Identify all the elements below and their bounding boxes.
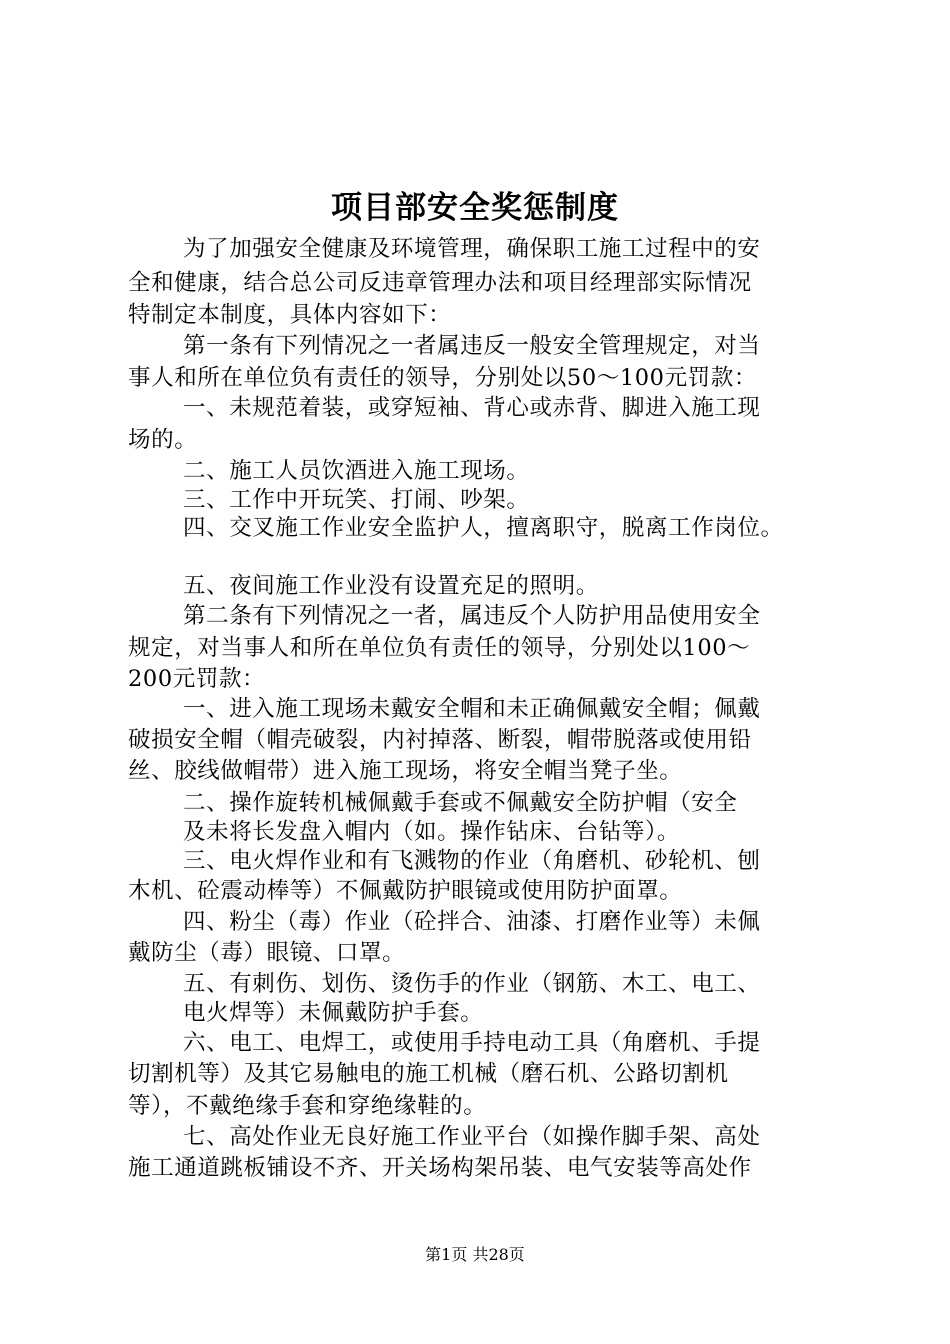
body-line: 电火焊等）未佩戴防护手套。 xyxy=(183,1000,484,1026)
body-line: 第一条有下列情况之一者属违反一般安全管理规定，对当 xyxy=(183,333,761,359)
body-line: 特制定本制度，具体内容如下： xyxy=(128,302,452,328)
body-line: 为了加强安全健康及环境管理，确保职工施工过程中的安 xyxy=(183,236,761,262)
body-line: 五、夜间施工作业没有设置充足的照明。 xyxy=(183,573,599,599)
body-line: 三、工作中开玩笑、打闹、吵架。 xyxy=(183,487,530,513)
page-number: 第1页 共28页 xyxy=(425,1245,525,1264)
body-line: 施工通道跳板铺设不齐、开关场构架吊装、电气安装等高处作 xyxy=(128,1155,752,1181)
body-line: 三、电火焊作业和有飞溅物的作业（角磨机、砂轮机、刨 xyxy=(183,848,761,874)
body-line: 一、未规范着装，或穿短袖、背心或赤背、脚进入施工现 xyxy=(183,395,761,421)
body-line: 200元罚款： xyxy=(128,666,266,692)
body-line: 全和健康，结合总公司反违章管理办法和项目经理部实际情况 xyxy=(128,270,752,296)
body-line: 五、有刺伤、划伤、烫伤手的作业（钢筋、木工、电工、 xyxy=(183,971,761,997)
body-line: 木机、砼震动棒等）不佩戴防护眼镜或使用防护面罩。 xyxy=(128,878,683,904)
body-line: 四、交叉施工作业安全监护人，擅离职守，脱离工作岗位。 xyxy=(183,515,784,541)
document-title: 项目部安全奖惩制度 xyxy=(331,190,619,226)
body-line: 规定，对当事人和所在单位负有责任的领导，分别处以100～ xyxy=(128,635,751,661)
body-line: 第二条有下列情况之一者，属违反个人防护用品使用安全 xyxy=(183,603,761,629)
body-line: 场的。 xyxy=(128,427,198,453)
body-line: 事人和所在单位负有责任的领导，分别处以50～100元罚款： xyxy=(128,365,757,391)
body-line: 戴防尘（毒）眼镜、口罩。 xyxy=(128,940,406,966)
body-line: 破损安全帽（帽壳破裂，内衬掉落、断裂，帽带脱落或使用铅 xyxy=(128,727,752,753)
body-line: 切割机等）及其它易触电的施工机械（磨石机、公路切割机 xyxy=(128,1061,729,1087)
body-line: 二、施工人员饮酒进入施工现场。 xyxy=(183,458,530,484)
body-line: 一、进入施工现场未戴安全帽和未正确佩戴安全帽；佩戴 xyxy=(183,696,761,722)
body-line: 及未将长发盘入帽内（如。操作钻床、台钻等）。 xyxy=(183,819,680,845)
body-line: 等），不戴绝缘手套和穿绝缘鞋的。 xyxy=(128,1093,487,1119)
body-line: 六、电工、电焊工，或使用手持电动工具（角磨机、手提 xyxy=(183,1030,761,1056)
body-line: 丝、胶线做帽带）进入施工现场，将安全帽当凳子坐。 xyxy=(128,758,683,784)
body-line: 七、高处作业无良好施工作业平台（如操作脚手架、高处 xyxy=(183,1124,761,1150)
body-line: 二、操作旋转机械佩戴手套或不佩戴安全防护帽（安全 xyxy=(183,790,738,816)
body-line: 四、粉尘（毒）作业（砼拌合、油漆、打磨作业等）未佩 xyxy=(183,909,761,935)
